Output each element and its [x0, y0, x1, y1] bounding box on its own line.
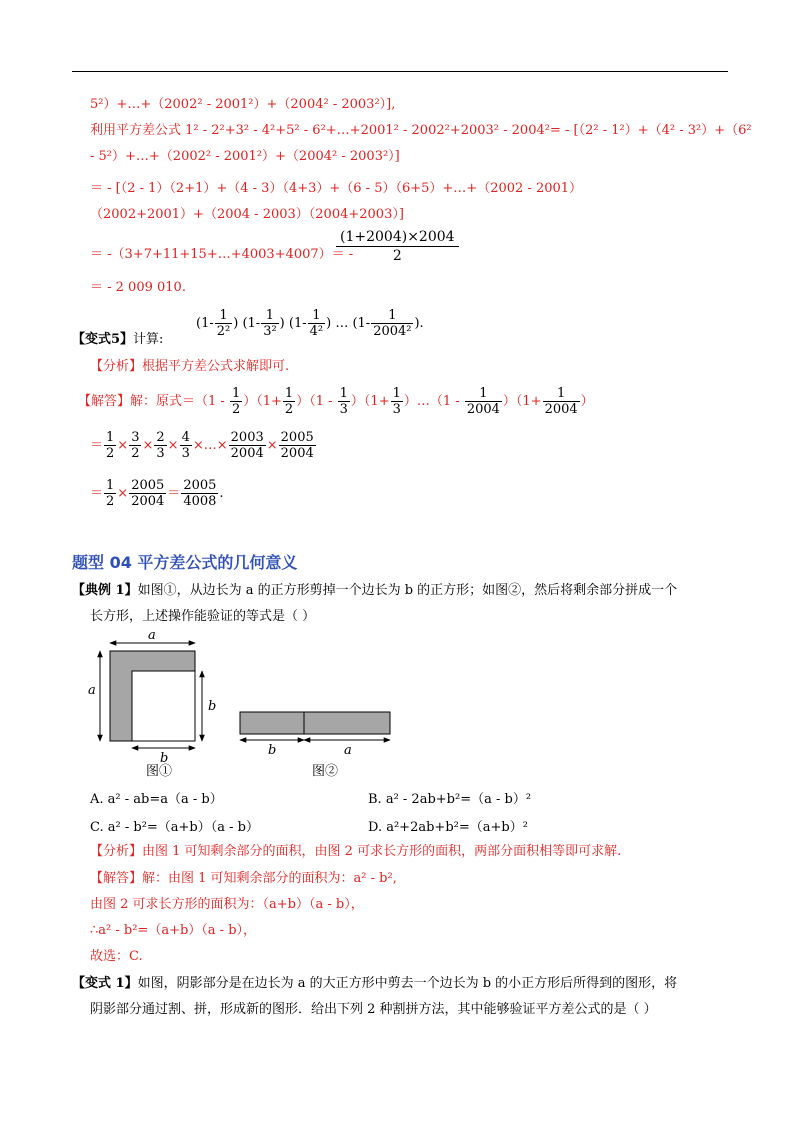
variant5-chain: ＝ $\frac{1}{2}$ × $\frac{3}{2}$ × $\frac{2}{3}$ × $\frac{4}{3}$ ×…× $\frac{2003}{2004}$ × $\frac{2005}{2004}$ — [90, 430, 314, 461]
variant5-final: ＝ $\frac{1}{2}$ × $\frac{2005}{2004}$ ＝ $\frac{2005}{4008}$ . — [90, 478, 224, 509]
solution-line-5: （2002+2001）+（2004 - 2003）（2004+2003）] — [90, 207, 404, 222]
solution-line-1: 5²）+…+（2002² - 2001²）+（2004² - 2003²）], — [90, 97, 396, 112]
figure-diagrams — [80, 626, 410, 776]
option-c[interactable]: C. a² - b²=（a+b）（a - b） — [90, 820, 259, 835]
variant1-text-1: 【变式 1】如图，阴影部分是在边长为 a 的大正方形中剪去一个边长为 b 的小正方形后所得到的图形，将 — [72, 976, 678, 991]
option-b[interactable]: B. a² - 2ab+b²=（a - b）² — [368, 792, 532, 807]
big-fraction — [336, 228, 459, 265]
example1-answer-3: ∴a² - b²=（a+b）（a - b）， — [90, 923, 257, 938]
fig2-rectangle — [240, 712, 390, 734]
big-fraction-numerator: (1+2004)×2004 — [340, 229, 455, 245]
example1-analysis: 【分析】由图 1 可知剩余部分的面积，由图 2 可求长方形的面积，两部分面积相等即可求解. — [90, 844, 622, 859]
variant5-analysis: 【分析】根据平方差公式求解即可. — [90, 359, 290, 374]
header-rule — [72, 71, 728, 72]
option-d[interactable]: D. a²+2ab+b²=（a+b）² — [368, 820, 528, 835]
section-title: 题型 04 平方差公式的几何意义 — [72, 553, 298, 572]
example1-text-2: 长方形，上述操作能验证的等式是（ ） — [90, 609, 316, 624]
solution-line-6-text: ＝ -（3+7+11+15+…+4003+4007）＝ - — [90, 247, 354, 262]
fig2-label-a: a — [344, 743, 352, 758]
fig1-label-b-bottom: b — [160, 751, 169, 766]
fig1-label-a-left: a — [88, 683, 96, 698]
solution-line-7: ＝ - 2 009 010. — [90, 280, 186, 295]
example1-answer-2: 由图 2 可求长方形的面积为：（a+b）（a - b）， — [90, 897, 364, 912]
solution-line-6 — [90, 246, 353, 264]
fig1-label-b-right: b — [208, 699, 217, 714]
fig1-caption: 图① — [146, 764, 173, 779]
variant1-text-2: 阴影部分通过割、拼，形成新的图形．给出下列 2 种割拼方法，其中能够验证平方差公式的是（ ） — [90, 1002, 657, 1017]
solution-line-3: - 5²）+…+（2002² - 2001²）+（2004² - 2003²）] — [90, 149, 400, 164]
option-a[interactable]: A. a² - ab=a（a - b） — [90, 792, 223, 807]
fig2-label-b: b — [268, 743, 277, 758]
fig2-caption: 图② — [312, 764, 339, 779]
variant5-answer: 【解答】解：原式＝（1 - $\frac{1}{2}$ ）（1+ $\frac{1}{2}$ ）（1 - $\frac{1}{3}$ ）（1+ $\frac{1}{3}$ ）…（1 - $\frac{1}{2004}$ ）（1+ $\frac{1}{2004}$ ） — [78, 386, 594, 417]
fig1-label-a-top: a — [148, 628, 156, 643]
variant5-question — [72, 331, 163, 349]
variant5-label: 【变式5】 — [72, 332, 134, 347]
example1-answer-4: 故选：C. — [90, 949, 143, 964]
solution-line-2: 利用平方差公式 1² - 2²+3² - 4²+5² - 6²+…+2001² - 2002²+2003² - 2004²= - [（2² - 1²）+（4² - 3²）+（6² — [90, 123, 752, 138]
big-fraction-denominator: 2 — [336, 246, 459, 265]
example1-text-1: 【典例 1】如图①，从边长为 a 的正方形剪掉一个边长为 b 的正方形；如图②，然后将剩余部分拼成一个 — [72, 583, 678, 598]
variant5-prompt: 计算: — [133, 332, 164, 347]
example1-answer-1: 【解答】解：由图 1 可知剩余部分的面积为：a² - b², — [90, 871, 397, 886]
solution-line-4: ＝ - [（2 - 1）（2+1）+（4 - 3）（4+3）+（6 - 5）（6+5）+…+（2002 - 2001） — [90, 181, 583, 196]
variant5-expression: (1- $\frac{1}{\text{2²}}$ ) (1- $\frac{1}{\text{3²}}$ ) (1- $\frac{1}{\text{4²}}$ ) … (1- $\frac{1}{\text{2004²}}$ ). — [196, 308, 424, 339]
